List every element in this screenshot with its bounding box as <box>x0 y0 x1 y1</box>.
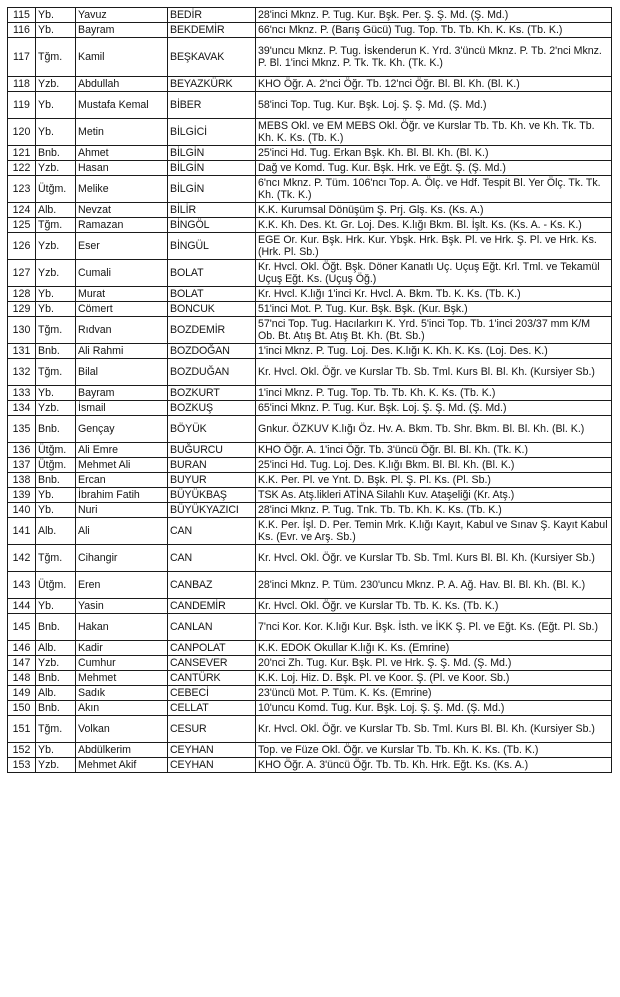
rank-cell: Yb. <box>36 287 76 302</box>
rank-cell: Yb. <box>36 23 76 38</box>
surname-cell: BUĞURCU <box>168 443 256 458</box>
row-number: 145 <box>8 614 36 641</box>
table-row <box>8 599 612 614</box>
first-name-cell: Akın <box>76 701 168 716</box>
table-row <box>8 614 612 641</box>
surname-cell: BİNGÖL <box>168 218 256 233</box>
first-name-cell: İbrahim Fatih <box>76 488 168 503</box>
first-name-cell: Eser <box>76 233 168 260</box>
first-name-cell: Rıdvan <box>76 317 168 344</box>
assignment-cell: K.K. Loj. Hiz. D. Bşk. Pl. ve Koor. Ş. (Pl. ve Koor. Sb.) <box>256 671 612 686</box>
table-row <box>8 260 612 287</box>
rank-cell: Alb. <box>36 641 76 656</box>
first-name-cell: Ramazan <box>76 218 168 233</box>
table-row <box>8 203 612 218</box>
row-number: 149 <box>8 686 36 701</box>
surname-cell: BOZDEMİR <box>168 317 256 344</box>
rank-cell: Bnb. <box>36 671 76 686</box>
assignment-cell: 20'nci Zh. Tug. Kur. Bşk. Pl. ve Hrk. Ş. Ş. Md. (Ş. Md.) <box>256 656 612 671</box>
rank-cell: Yzb. <box>36 758 76 773</box>
rank-cell: Bnb. <box>36 416 76 443</box>
first-name-cell: Ercan <box>76 473 168 488</box>
surname-cell: BİNGÜL <box>168 233 256 260</box>
row-number: 140 <box>8 503 36 518</box>
assignment-cell: 57'nci Top. Tug. Hacılarkırı K. Yrd. 5'inci Top. Tb. 1'inci 203/37 mm K/M Ob. Bt. Atış Bt. Atış Bt. Kh. (Bt. Sb.) <box>256 317 612 344</box>
surname-cell: CEBECİ <box>168 686 256 701</box>
row-number: 117 <box>8 38 36 77</box>
table-row <box>8 161 612 176</box>
row-number: 153 <box>8 758 36 773</box>
surname-cell: CELLAT <box>168 701 256 716</box>
row-number: 135 <box>8 416 36 443</box>
rank-cell: Bnb. <box>36 614 76 641</box>
rank-cell: Tğm. <box>36 38 76 77</box>
first-name-cell: Eren <box>76 572 168 599</box>
assignment-cell: Kr. Hvcl. Okl. Öğt. Bşk. Döner Kanatlı Uç. Uçuş Eğt. Krl. Tml. ve Tekamül Uçuş Eğt. Ks. (Uçuş Öğ.) <box>256 260 612 287</box>
table-row <box>8 344 612 359</box>
table-row <box>8 8 612 23</box>
row-number: 137 <box>8 458 36 473</box>
rank-cell: Yzb. <box>36 260 76 287</box>
assignment-cell: Gnkur. ÖZKUV K.lığı Öz. Hv. A. Bkm. Tb. Shr. Bkm. Bl. Bl. Kh. (Bl. K.) <box>256 416 612 443</box>
rank-cell: Yb. <box>36 488 76 503</box>
surname-cell: BOZDUĞAN <box>168 359 256 386</box>
surname-cell: BİLGİCİ <box>168 119 256 146</box>
rank-cell: Tğm. <box>36 317 76 344</box>
first-name-cell: Yasin <box>76 599 168 614</box>
row-number: 128 <box>8 287 36 302</box>
assignment-cell: 66'ncı Mknz. P. (Barış Gücü) Tug. Top. Tb. Tb. Kh. K. Ks. (Tb. K.) <box>256 23 612 38</box>
table-row <box>8 233 612 260</box>
surname-cell: CANTÜRK <box>168 671 256 686</box>
table-row <box>8 302 612 317</box>
row-number: 132 <box>8 359 36 386</box>
table-row <box>8 518 612 545</box>
row-number: 152 <box>8 743 36 758</box>
rank-cell: Bnb. <box>36 701 76 716</box>
row-number: 148 <box>8 671 36 686</box>
surname-cell: CESUR <box>168 716 256 743</box>
first-name-cell: Abdülkerim <box>76 743 168 758</box>
assignment-cell: 1'inci Mknz. P. Tug. Loj. Des. K.lığı K. Kh. K. Ks. (Loj. Des. K.) <box>256 344 612 359</box>
surname-cell: BİLGİN <box>168 146 256 161</box>
assignment-cell: Kr. Hvcl. K.lığı 1'inci Kr. Hvcl. A. Bkm. Tb. K. Ks. (Tb. K.) <box>256 287 612 302</box>
table-row <box>8 416 612 443</box>
surname-cell: CAN <box>168 545 256 572</box>
assignment-cell: 28'inci Mknz. P. Tug. Kur. Bşk. Per. Ş. Ş. Md. (Ş. Md.) <box>256 8 612 23</box>
row-number: 142 <box>8 545 36 572</box>
assignment-cell: 28'inci Mknz. P. Tüm. 230'uncu Mknz. P. A. Ağ. Hav. Bl. Bl. Kh. (Bl. K.) <box>256 572 612 599</box>
assignment-cell: 10'uncu Komd. Tug. Kur. Bşk. Loj. Ş. Ş. Md. (Ş. Md.) <box>256 701 612 716</box>
surname-cell: BURAN <box>168 458 256 473</box>
table-row <box>8 671 612 686</box>
first-name-cell: Melike <box>76 176 168 203</box>
table-row <box>8 503 612 518</box>
rank-cell: Yb. <box>36 386 76 401</box>
surname-cell: BİLGİN <box>168 176 256 203</box>
table-row <box>8 458 612 473</box>
rank-cell: Ütğm. <box>36 572 76 599</box>
surname-cell: CAN <box>168 518 256 545</box>
row-number: 151 <box>8 716 36 743</box>
first-name-cell: Cihangir <box>76 545 168 572</box>
surname-cell: BOZKUŞ <box>168 401 256 416</box>
table-row <box>8 572 612 599</box>
table-row <box>8 92 612 119</box>
rank-cell: Alb. <box>36 518 76 545</box>
rank-cell: Yb. <box>36 302 76 317</box>
table-row <box>8 488 612 503</box>
first-name-cell: Abdullah <box>76 77 168 92</box>
surname-cell: BEKDEMİR <box>168 23 256 38</box>
table-row <box>8 443 612 458</box>
surname-cell: CANLAN <box>168 614 256 641</box>
first-name-cell: Cömert <box>76 302 168 317</box>
rank-cell: Yb. <box>36 599 76 614</box>
assignment-cell: Kr. Hvcl. Okl. Öğr. ve Kurslar Tb. Tb. K. Ks. (Tb. K.) <box>256 599 612 614</box>
table-row <box>8 359 612 386</box>
first-name-cell: Kadir <box>76 641 168 656</box>
table-row <box>8 38 612 77</box>
first-name-cell: Gençay <box>76 416 168 443</box>
assignment-cell: 25'inci Hd. Tug. Loj. Des. K.lığı Bkm. Bl. Bl. Kh. (Bl. K.) <box>256 458 612 473</box>
surname-cell: CEYHAN <box>168 758 256 773</box>
table-row <box>8 218 612 233</box>
row-number: 116 <box>8 23 36 38</box>
row-number: 121 <box>8 146 36 161</box>
row-number: 124 <box>8 203 36 218</box>
assignment-cell: 1'inci Mknz. P. Tug. Top. Tb. Tb. Kh. K. Ks. (Tb. K.) <box>256 386 612 401</box>
rank-cell: Tğm. <box>36 359 76 386</box>
surname-cell: BONCUK <box>168 302 256 317</box>
surname-cell: BÖYÜK <box>168 416 256 443</box>
assignment-cell: 28'inci Mknz. P. Tug. Tnk. Tb. Tb. Kh. K. Ks. (Tb. K.) <box>256 503 612 518</box>
table-row <box>8 686 612 701</box>
row-number: 127 <box>8 260 36 287</box>
rank-cell: Tğm. <box>36 218 76 233</box>
first-name-cell: Cumhur <box>76 656 168 671</box>
rank-cell: Yzb. <box>36 656 76 671</box>
table-row <box>8 23 612 38</box>
assignment-cell: KHO Öğr. A. 2'nci Öğr. Tb. 12'nci Öğr. Bl. Bl. Kh. (Bl. K.) <box>256 77 612 92</box>
assignment-cell: 51'inci Mot. P. Tug. Kur. Bşk. Bşk. (Kur. Bşk.) <box>256 302 612 317</box>
table-row <box>8 317 612 344</box>
row-number: 141 <box>8 518 36 545</box>
rank-cell: Tğm. <box>36 545 76 572</box>
surname-cell: BEDİR <box>168 8 256 23</box>
first-name-cell: Mehmet Ali <box>76 458 168 473</box>
table-row <box>8 743 612 758</box>
assignment-cell: 6'ncı Mknz. P. Tüm. 106'ncı Top. A. Ölç. ve Hdf. Tespit Bl. Yer Ölç. Tk. Tk. Kh. (Tk. K.) <box>256 176 612 203</box>
surname-cell: BÜYÜKYAZICI <box>168 503 256 518</box>
rank-cell: Yb. <box>36 8 76 23</box>
assignment-cell: K.K. Kurumsal Dönüşüm Ş. Prj. Glş. Ks. (Ks. A.) <box>256 203 612 218</box>
row-number: 144 <box>8 599 36 614</box>
assignment-cell: MEBS Okl. ve EM MEBS Okl. Öğr. ve Kurslar Tb. Tb. Kh. ve Kh. Tk. Tb. Kh. K. Ks. (Tb. K.) <box>256 119 612 146</box>
first-name-cell: Bayram <box>76 23 168 38</box>
rank-cell: Yb. <box>36 503 76 518</box>
surname-cell: CANPOLAT <box>168 641 256 656</box>
first-name-cell: Cumali <box>76 260 168 287</box>
assignment-cell: K.K. EDOK Okullar K.lığı K. Ks. (Emrine) <box>256 641 612 656</box>
surname-cell: BÜYÜKBAŞ <box>168 488 256 503</box>
row-number: 118 <box>8 77 36 92</box>
rank-cell: Yzb. <box>36 161 76 176</box>
assignment-cell: Kr. Hvcl. Okl. Öğr. ve Kurslar Tb. Sb. Tml. Kurs Bl. Bl. Kh. (Kursiyer Sb.) <box>256 359 612 386</box>
rank-cell: Ütğm. <box>36 176 76 203</box>
rank-cell: Tğm. <box>36 716 76 743</box>
assignment-cell: Dağ ve Komd. Tug. Kur. Bşk. Hrk. ve Eğt. Ş. (Ş. Md.) <box>256 161 612 176</box>
first-name-cell: Mustafa Kemal <box>76 92 168 119</box>
table-row <box>8 473 612 488</box>
surname-cell: BOZKURT <box>168 386 256 401</box>
row-number: 126 <box>8 233 36 260</box>
table-row <box>8 119 612 146</box>
row-number: 120 <box>8 119 36 146</box>
rank-cell: Bnb. <box>36 473 76 488</box>
first-name-cell: Murat <box>76 287 168 302</box>
surname-cell: CANBAZ <box>168 572 256 599</box>
first-name-cell: Bayram <box>76 386 168 401</box>
assignment-cell: Kr. Hvcl. Okl. Öğr. ve Kurslar Tb. Sb. Tml. Kurs Bl. Bl. Kh. (Kursiyer Sb.) <box>256 716 612 743</box>
assignment-cell: Top. ve Füze Okl. Öğr. ve Kurslar Tb. Tb. Kh. K. Ks. (Tb. K.) <box>256 743 612 758</box>
table-row <box>8 701 612 716</box>
surname-cell: CEYHAN <box>168 743 256 758</box>
assignment-cell: 23'üncü Mot. P. Tüm. K. Ks. (Emrine) <box>256 686 612 701</box>
first-name-cell: Sadık <box>76 686 168 701</box>
surname-cell: BEYAZKÜRK <box>168 77 256 92</box>
rank-cell: Alb. <box>36 203 76 218</box>
first-name-cell: Ali <box>76 518 168 545</box>
table-row <box>8 176 612 203</box>
table-row <box>8 545 612 572</box>
first-name-cell: Ali Rahmi <box>76 344 168 359</box>
first-name-cell: Yavuz <box>76 8 168 23</box>
assignment-cell: KHO Öğr. A. 1'inci Öğr. Tb. 3'üncü Öğr. Bl. Bl. Kh. (Tk. K.) <box>256 443 612 458</box>
assignment-cell: 58'inci Top. Tug. Kur. Bşk. Loj. Ş. Ş. Md. (Ş. Md.) <box>256 92 612 119</box>
rank-cell: Ütğm. <box>36 443 76 458</box>
row-number: 146 <box>8 641 36 656</box>
row-number: 119 <box>8 92 36 119</box>
assignment-cell: 7'nci Kor. Kor. K.lığı Kur. Bşk. İsth. ve İKK Ş. Pl. ve Eğt. Ks. (Eğt. Pl. Sb.) <box>256 614 612 641</box>
table-row <box>8 656 612 671</box>
row-number: 130 <box>8 317 36 344</box>
surname-cell: BOZDOĞAN <box>168 344 256 359</box>
first-name-cell: Volkan <box>76 716 168 743</box>
assignment-cell: K.K. Per. İşl. D. Per. Temin Mrk. K.lığı Kayıt, Kabul ve Sınav Ş. Kayıt Kabul Ks. (Evr. ve Arş. Sb.) <box>256 518 612 545</box>
first-name-cell: Ali Emre <box>76 443 168 458</box>
rank-cell: Yzb. <box>36 233 76 260</box>
first-name-cell: Mehmet <box>76 671 168 686</box>
assignment-cell: K.K. Per. Pl. ve Ynt. D. Bşk. Pl. Ş. Pl. Ks. (Pl. Sb.) <box>256 473 612 488</box>
surname-cell: BOLAT <box>168 287 256 302</box>
rank-cell: Bnb. <box>36 344 76 359</box>
table-row <box>8 716 612 743</box>
row-number: 143 <box>8 572 36 599</box>
surname-cell: BUYUR <box>168 473 256 488</box>
row-number: 139 <box>8 488 36 503</box>
first-name-cell: Ahmet <box>76 146 168 161</box>
row-number: 133 <box>8 386 36 401</box>
table-row <box>8 386 612 401</box>
row-number: 115 <box>8 8 36 23</box>
first-name-cell: Nuri <box>76 503 168 518</box>
surname-cell: CANSEVER <box>168 656 256 671</box>
surname-cell: BİLGİN <box>168 161 256 176</box>
assignment-cell: EGE Or. Kur. Bşk. Hrk. Kur. Ybşk. Hrk. Bşk. Pl. ve Hrk. Ş. Pl. ve Hrk. Ks. (Hrk. Pl. Sb.) <box>256 233 612 260</box>
rank-cell: Yb. <box>36 743 76 758</box>
rank-cell: Ütğm. <box>36 458 76 473</box>
row-number: 147 <box>8 656 36 671</box>
table-row <box>8 77 612 92</box>
first-name-cell: Metin <box>76 119 168 146</box>
first-name-cell: İsmail <box>76 401 168 416</box>
assignment-cell: 39'uncu Mknz. P. Tug. İskenderun K. Yrd. 3'üncü Mknz. P. Tb. 2'nci Mknz. P. Bl. 1'inci Mknz. P. Tk. Tk. Kh. (Tk. K.) <box>256 38 612 77</box>
rank-cell: Alb. <box>36 686 76 701</box>
rank-cell: Bnb. <box>36 146 76 161</box>
rank-cell: Yb. <box>36 119 76 146</box>
personnel-table <box>7 7 612 773</box>
first-name-cell: Mehmet Akif <box>76 758 168 773</box>
first-name-cell: Kamil <box>76 38 168 77</box>
first-name-cell: Hasan <box>76 161 168 176</box>
row-number: 125 <box>8 218 36 233</box>
assignment-cell: TSK As. Atş.likleri ATİNA Silahlı Kuv. Ataşeliği (Kr. Atş.) <box>256 488 612 503</box>
assignment-cell: K.K. Kh. Des. Kt. Gr. Loj. Des. K.lığı Bkm. Bl. İşlt. Ks. (Ks. A. - Ks. K.) <box>256 218 612 233</box>
row-number: 138 <box>8 473 36 488</box>
rank-cell: Yb. <box>36 92 76 119</box>
surname-cell: BOLAT <box>168 260 256 287</box>
assignment-cell: Kr. Hvcl. Okl. Öğr. ve Kurslar Tb. Sb. Tml. Kurs Bl. Bl. Kh. (Kursiyer Sb.) <box>256 545 612 572</box>
first-name-cell: Hakan <box>76 614 168 641</box>
assignment-cell: KHO Öğr. A. 3'üncü Öğr. Tb. Tb. Kh. Hrk. Eğt. Ks. (Ks. A.) <box>256 758 612 773</box>
row-number: 136 <box>8 443 36 458</box>
row-number: 123 <box>8 176 36 203</box>
table-row <box>8 641 612 656</box>
row-number: 129 <box>8 302 36 317</box>
row-number: 134 <box>8 401 36 416</box>
rank-cell: Yzb. <box>36 77 76 92</box>
first-name-cell: Bilal <box>76 359 168 386</box>
table-row <box>8 146 612 161</box>
surname-cell: BİLİR <box>168 203 256 218</box>
rank-cell: Yzb. <box>36 401 76 416</box>
table-row <box>8 287 612 302</box>
table-row <box>8 401 612 416</box>
assignment-cell: 25'inci Hd. Tug. Erkan Bşk. Kh. Bl. Bl. Kh. (Bl. K.) <box>256 146 612 161</box>
assignment-cell: 65'inci Mknz. P. Tug. Kur. Bşk. Loj. Ş. Ş. Md. (Ş. Md.) <box>256 401 612 416</box>
table-row <box>8 758 612 773</box>
first-name-cell: Nevzat <box>76 203 168 218</box>
surname-cell: CANDEMİR <box>168 599 256 614</box>
surname-cell: BEŞKAVAK <box>168 38 256 77</box>
surname-cell: BİBER <box>168 92 256 119</box>
row-number: 131 <box>8 344 36 359</box>
row-number: 122 <box>8 161 36 176</box>
row-number: 150 <box>8 701 36 716</box>
